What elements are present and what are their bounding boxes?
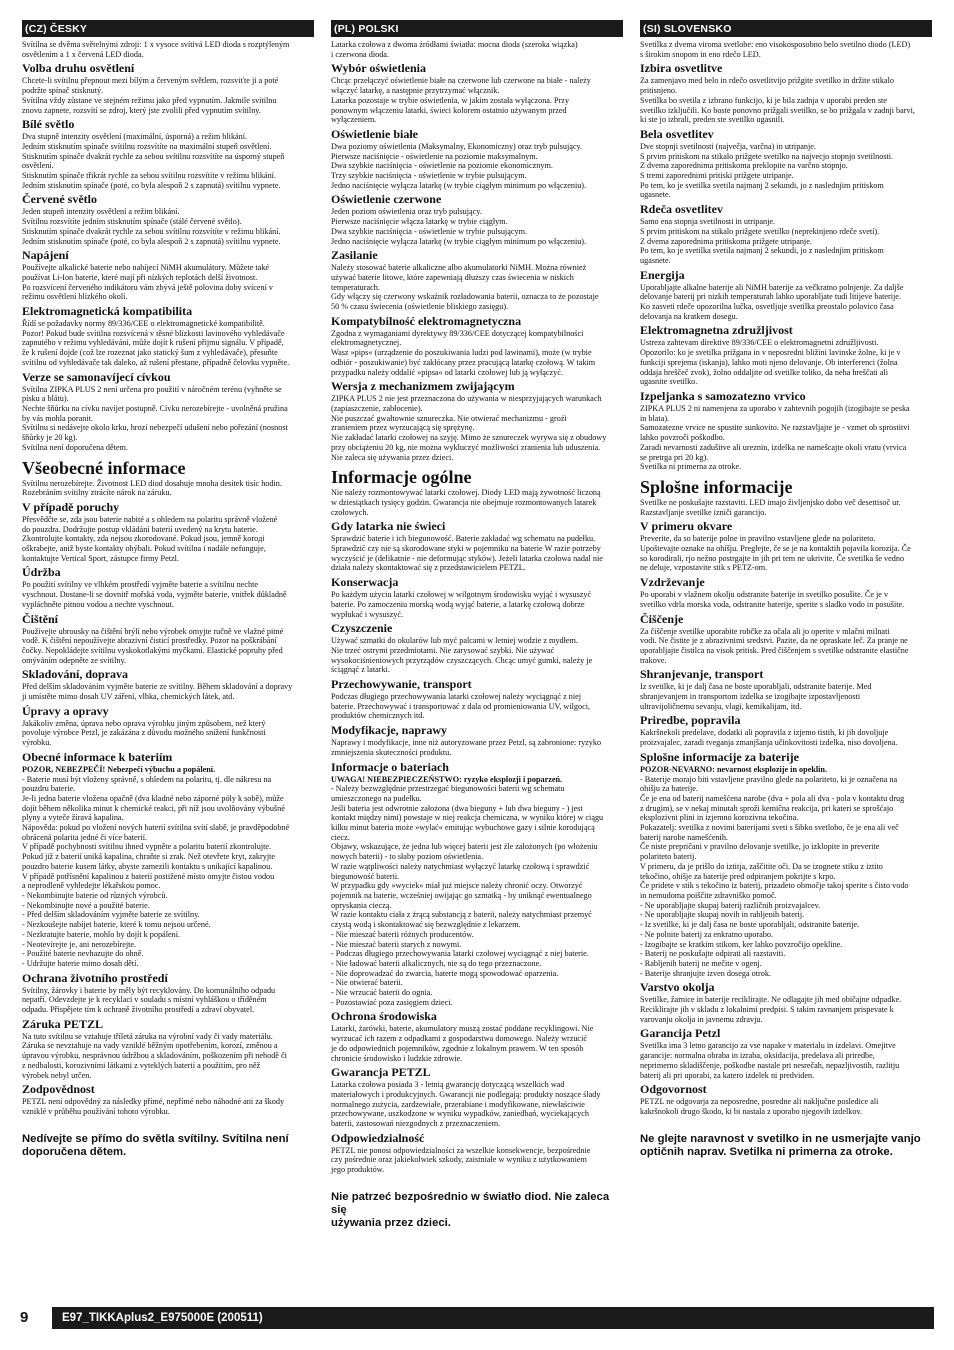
- body-text: Latarka czołowa z dwoma źródłami światła: mocna dioda (szeroka wiązka) i czerwona dioda.: [331, 40, 578, 59]
- body-text: Svetilka z dvema viroma svetlobe: eno visokosposobno belo svetilno diodo (LED) s širokim snopom in eno rdečo LED.: [640, 40, 911, 59]
- section-heading: Verze se samonavíjecí cívkou: [22, 369, 171, 384]
- body-text: Svetilke ne poskušajte razstaviti. LED imajo življenjsko dobo več desettisoč ur. Razstavljanje svetilke izniči garancijo.: [640, 497, 901, 517]
- body-text: Svítilnu nerozebírejte. Životnost LED diod dosahuje mnoha desítek tisíc hodin. Rozebráním svítilny ztrácíte nárok na záruku.: [22, 478, 282, 498]
- body-text: - Należy bezwzględnie przestrzegać biegunowości baterii wg schematu umieszczonego na pudełku. Jeśli bateria jest odwrotnie założona (dwa bieguny + lub dwa bieguny - ) jest kontakt między nimi) powstaje w niej reakcja chemiczna, w wyniku której w ciągu kilku minut bateria może »wylać« emitując wybuchowe gazy i silnie korodującą ciecz. Objawy, wskazujące, że jedna lub więcej baterii jest źle założonych (po włożeniu nowych baterii) - to słaby poziom oświetlenia. W razie wątpliwości należy natychmiast wyłączyć latarkę czołową i sprawdzić biegunowość baterii. W przypadku gdy »wyciek« miał już miejsce należy chronić oczy. Otworzyć pojemnik na baterie, wcześniej owijając go szmatką - by uniknąć ewentualnego opryskania cieczą. W razie kontaktu ciała z żrącą substancją z baterii, należy natychmiast przemyć czystą wodą i skontaktować się bezwzględnie z lekarzem. - Nie mieszać baterii różnych producentów. - Nie mieszać baterii starych z nowymi. - Podczas długiego przechowywania latarki czołowej wyciągnąć z niej baterie. - Nie ładować baterii alkalicznych, nie są do tego przeznaczone. - Nie doprowadzać do zwarcia, baterie mogą spowodować oparzenia. - Nie otwierać baterii. - Nie wrzucać baterii do ognia. - Pozostawiać poza zasięgiem dzieci.: [331, 784, 604, 1007]
- section-heading: Izpeljanka s samozatezno vrvico: [640, 388, 806, 403]
- body-text: Používejte alkalické baterie nebo nabíjecí NiMH akumulátory. Můžete také používat Li-Ion baterie, které mají při nízkých teplotách delší životnost. Po rozsvícení červeného indikátoru vám zbývá ještě polovina doby svícení v režimu osvětlení blízkého okolí.: [22, 263, 274, 302]
- column-czech: [22, 20, 314, 1159]
- body-text: Latarka czołowa posiada 3 - letnią gwarancję dotyczącą wszelkich wad materiałowych i produkcyjnych. Gwarancji nie podlegają: produkty noszące ślady normalnego zużycia, zardzewiałe, przerabiane i modyfikowane, niewłaściwie przechowywane, uszkodzone w wyniku wypadków, zaniedbań, wyciekających baterii, zastosowań niezgodnych z przeznaczeniem.: [331, 1080, 601, 1129]
- body-text: Dva stupně intenzity osvětlení (maximální, úsporná) a režim blikání. Jedním stisknutím spínače svítilnu rozsvítíte na maximální stupeň osvětlení. Stisknutím spínače dvakrát rychle za sebou svítilnu rozsvítíte na úsporný stupeň osvětlení. Stisknutím spínače třikrát rychle za sebou svítilnu rozsvítíte v režimu blikání. Jedním stisknutím spínače (poté, co byla alespoň 2 s zapnutá) svítilnu vypnete.: [22, 132, 285, 190]
- section-heading: Gdy latarka nie świeci: [331, 519, 446, 534]
- body-text: Uporabljajte alkalne baterije ali NiMH baterije za večkratno polnjenje. Za daljše delovanje baterij pri nizkih temperaturah lahko uporabljate tudi litijeve baterije. Ko zasveti rdeče opozorilna lučka, osvetljuje svetilka preostalo polovico časa delovanja na kratkem dosegu.: [640, 282, 904, 321]
- body-text: Po použití svítilny ve vlhkém prostředí vyjměte baterie a svítilnu nechte vyschnout. Dostane-li se dovnitř mořská voda, vyjměte baterie, vnitřek důkladně vypláchněte pitnou vodou a nechte vyschnout.: [22, 580, 287, 609]
- body-text: Používejte ubrousky na čištění brýlí nebo výrobek omyjte ručně ve vlažné pitné vodě. K čištění nepoužívejte abrazivní čisticí prostředky. Pozor na poškrábání čočky. Nepokládejte svítilnu vyskokotlakými myčkami. Elastické popruhy před omýváním odepněte ze svítilny.: [22, 626, 284, 665]
- section-heading: Obecné informace k bateriím: [22, 749, 173, 764]
- section-heading: Izbira osvetlitve: [640, 61, 723, 76]
- column-cz-content: [22, 40, 314, 1159]
- column-polish: [331, 20, 623, 1230]
- body-text: Nie należy rozmontowywać latarki czołowej. Diody LED mają żywotność liczoną w dziesiątkach tysięcy godzin. Gwarancja nie obejmuje rozmontowanych latarek czołowych.: [331, 488, 601, 517]
- main-heading: Splošne informacije: [640, 476, 793, 497]
- section-heading: Kompatybilność elektromagnetyczna: [331, 313, 522, 328]
- body-text: Zgodna z wymaganiami dyrektywy 89/336/CEE dotyczącej kompatybilności elektromagnetycznej. Wasz »pips« (urządzenie do poszukiwania ludzi pod lawinami), może (w trybie odbiór - poszukiwanie) być zakłócany przez pracującą latarkę czołową. W takim przypadku należy oddalić »pipsa« od latarki czołowej lub ją wyłączyć.: [331, 328, 596, 377]
- body-text: - Baterije morajo biti vstavljene pravilno glede na polariteto, ki je označena na ohišju za baterije. Če je ena od baterij namešćena narobe (dva + pola ali dva - pola v kontaktu drug z drugim), se v nekaj minutah sproži kemiĉna reakcija, pri kateri se sprošćajo eksplozivni plini in izjemno korozivna tekočina. Pokazatelj: svetilka z novimi baterijami sveti s šibko svetlobo, če je ena ali več baterij narobe namešćenih. Če niste prepričani v pravilno delovanje svetilke, jo izklopite in preverite polariteto baterij. V primeru, da je prišlo do iztitja, zaščitite oči. Da se izognete stiku z iztito tekočino, ohišje za baterije pred odpiranjem pokrijte s krpo. Če pridete v stik s tekočino iz baterij, prizadeto območje takoj sperite s čisto vodo in nemudoma poiščite zdravniško pomoč. - Ne uporabljajte skupaj baterij različnih proizvajalcev. - Ne uporabljajte skupaj novih in rabljenih baterij. - Iz svetilke, ki je dalj časa ne boste uporabljali, odstranite baterije. - Ne polnite baterij za enkratno uporabo. - Izogibajte se kratkim stikom, ker lahko povzročijo opekline. - Baterij ne poskušajte odpirati ali razstaviti. - Rabljenih baterij ne mečite v ogenj. - Baterije shranjujte izven dosega otrok.: [640, 774, 909, 978]
- section-heading: Elektromagnetická kompatibilita: [22, 304, 193, 319]
- section-heading: Odgovornost: [640, 1082, 707, 1097]
- body-text: PETZL není odpovědný za následky přímé, nepřímé nebo náhodné ani za škody vzniklé v průběhu používání tohoto výrobku.: [22, 1097, 285, 1116]
- body-text: Używać szmatki do okularów lub myć palcami w letniej wodzie z mydłem. Nie trzeć ostrymi przedmiotami. Nie zarysować szybki. Nie używać wysokociśnieniowych przyrządów czyszczących. Chcąc umyć gumki, należy je ściągnąć z latarki.: [331, 636, 593, 675]
- body-text: PETZL ne odgovarja za neposredne, posredne ali naključne posledice ali kakršnokoli drugo škodo, ki bi nastala z uporabo njegovih izdelkov.: [640, 1097, 879, 1116]
- body-text: Preverite, da so baterije polne in pravilno vstavljene glede na polariteto. Upoštevajte oznake na ohišju. Preglejte, če se je na kontaktih pojavila korozija. Če so korodirali, rjo nežno postrgajte in jih pri tem ne ukrivite. Če svetilka še vedno ne deluje, vzpostavite stik s PETZ-om.: [640, 534, 911, 573]
- warning-line: POZOR, NEBEZPEČÍ! Nebezpečí výbuchu a popálení.: [22, 764, 216, 774]
- final-warning: Nie patrzeć bezpośrednio w światło diod. Nie zaleca się używania przez dzieci.: [331, 1190, 610, 1229]
- section-heading: Oświetlenie czerwone: [331, 192, 442, 207]
- body-text: Po każdym użyciu latarki czołowej w wilgotnym środowisku wyjąć i wysuszyć baterie. Po zamoczeniu morską wodą wyjąć baterie, a latarkę czołową dobrze wypłukać i wysuszyć.: [331, 590, 592, 619]
- body-text: Svetilke, žarnice in baterije reciklirajte. Ne odlagajte jih med običajne odpadke. Reciklirajte jih v skladu z lokalnimi predpisi. S takim ravnanjem prispevate k varovanju okolja in javnemu zdravju.: [640, 995, 902, 1024]
- language-header-pl: (PL) POLSKI: [331, 20, 623, 37]
- section-heading: Informacje o bateriach: [331, 759, 449, 774]
- body-text: Na tuto svítilnu se vztahuje tříletá záruka na výrobní vady či vady materiálu. Záruka se nevztahuje na vady vzniklé běžným opotřebením, korozí, změnou a úpravou výrobku, nesprávnou údržbou a skladováním, poškozením při nehodě či z nedbalosti, korozivními látkami z vyteklých baterií a použitím, pro něž výrobek nebyl určen.: [22, 1031, 287, 1080]
- section-heading: Rdeča osvetlitev: [640, 202, 723, 217]
- section-heading: Wybór oświetlenia: [331, 61, 426, 76]
- section-heading: V případě poruchy: [22, 499, 120, 514]
- column-si-content: [640, 40, 932, 1159]
- section-heading: Ochrona środowiska: [331, 1009, 437, 1024]
- section-heading: Wersja z mechanizmem zwijającym: [331, 379, 515, 394]
- body-text: Jeden stupeň intenzity osvětlení a režim blikání. Svítilnu rozsvítíte jedním stisknutím spínače (stálé červené světlo). Stisknutím spínače dvakrát rychle za sebou svítilnu rozsvítíte v režimu blikání. Jedním stisknutím spínače (poté, co byla alespoň 2 s zapnutá) svítilnu vypnete.: [22, 207, 281, 246]
- section-heading: Odpowiedzialność: [331, 1130, 425, 1145]
- body-text: Chcąc przełączyć oświetlenie białe na czerwone lub czerwone na białe - należy włączyć latarkę, a następnie przytrzymać włącznik. Latarka pozostaje w trybie oświetlenia, w jakim została wyłączona. Przy ponownym włączeniu latarki, świeci kolorem ostatnio używanym przed wyłączeniem.: [331, 76, 591, 125]
- section-heading: Vzdrževanje: [640, 575, 705, 590]
- body-text: Svítilna se dvěma světelnými zdroji: 1 x vysoce svítivá LED dioda s rozptýleným osvětlením a 1 x červená LED dioda.: [22, 40, 290, 59]
- body-text: Svítilny, žárovky i baterie by měly být recyklovány. Do komunálního odpadu nepatří. Odevzdejte je k recyklaci v souladu s místní vyhláškou o tříděném odpadu. Přispějete tím k ochraně životního prostředí a zdraví obyvatel.: [22, 985, 276, 1015]
- warning-line: POZOR-NEVARNO: nevarnost eksplozije in opeklin.: [640, 764, 828, 774]
- section-heading: Energija: [640, 267, 685, 282]
- section-heading: Priredbe, popravila: [640, 713, 741, 728]
- section-heading: Gwarancja PETZL: [331, 1065, 431, 1080]
- section-heading: Garancija Petzl: [640, 1026, 721, 1041]
- section-heading: Elektromagnetna združljivost: [640, 323, 793, 338]
- section-heading: Ochrana životního prostředí: [22, 970, 168, 985]
- column-slovenian: [640, 20, 932, 1159]
- section-heading: Oświetlenie białe: [331, 126, 418, 141]
- body-text: Ustreza zahtevam direktive 89/336/CEE o elektromagnetni združljivosti. Opozorilo: ko je svetilka prižgana in v neposredni bližini lavinske žolne, ki je v funkciji sprejema (iskanja), lahko moti njeno delovanje. Ob interferenci (žolna oddaja hreščeč zvok), žolno oddaljite od svetilke toliko, da neha hreščati ali ugasnite svetilko.: [640, 338, 901, 387]
- body-text: Dwa poziomy oświetlenia (Maksymalny, Ekonomiczny) oraz tryb pulsujący. Pierwsze naciśnięcie - oświetlenie na poziomie maksymalnym. Dwa szybkie naciśnięcia - oświetlenie na poziomie ekonomicznym. Trzy szybkie naciśnięcia - oświetlenie w trybie pulsującym. Jedno naciśnięcie wyłącza latarkę (w trybie ciągłym minimum po włączeniu).: [331, 141, 587, 190]
- body-text: Jakákoliv změna, úprava nebo oprava výrobku jiným způsobem, než který povoluje výrobce Petzl, je zakázána z důvodu možného snížení funkčnosti výrobku.: [22, 718, 266, 748]
- body-text: PETZL nie ponosi odpowiedzialności za wszelkie konsekwencje, bezpośrednie czy pośrednie oraz jakiekolwiek szkody, zaistniałe w wyniku z użytkowaniem jego produktów.: [331, 1145, 591, 1175]
- page-number: 9: [20, 1309, 29, 1326]
- body-text: Svetilka ima 3 letno garancijo za vse napake v materialu in izdelavi. Omejitve garancije: normalna obraba in izraba, oksidacija, predelava ali priredbe, neprimerno skladiščenje, poškodbe nastale pri nesrečah, nepazljivostih, razlitju baterij ali pri uporabi, za katero izdelek ni predviden.: [640, 1041, 900, 1080]
- body-text: Należy stosować baterie alkaliczne albo akumulatorki NiMH. Można również używać baterie litowe, które zapewniają dłuższy czas świecenia w niskich temperaturach. Gdy włączy się czerwony wskaźnik rozładowania baterii, oznacza to że pozostaje 50 % czasu świecenia (oświetlenie bliskiego zasięgu).: [331, 263, 599, 312]
- body-text: Přesvědčte se, zda jsou baterie nabité a s ohledem na polaritu správně vložené do pouzdra. Dodržujte postup vkládání baterií uvedený na krytu baterie. Zkontrolujte kontakty, zda nejsou zkorodované. Pokud jsou, jemně koroді oškrabejte, aniž byste kontakty ohýbali. Pokud svítilna i nadále nefunguje, kontaktujte Vertical Sport, zástupce firmy Petzl.: [22, 514, 278, 563]
- section-heading: Červené světlo: [22, 192, 97, 207]
- section-heading: Zodpovědnost: [22, 1082, 95, 1097]
- body-text: ZIPKA PLUS 2 ni namenjena za uporabo v zahtevnih pogojih (izogibajte se peska in blata). Samozatezne vrvice ne spustite sunkovito. Ne razstavljajte je - vzmet ob sprostitvi lahko povzroči poškodbo. Zaradi nevarnosti zadušitve ali ureznin, izdelka ne namešcajte okoli vratu (vrvica se pretrga pri 20 kg). Svetilka ni primerna za otroke.: [640, 403, 910, 472]
- column-pl-content: [331, 40, 623, 1230]
- final-warning: Nedívejte se přímo do světla svítilny. Svítilna není doporučena dětem.: [22, 1132, 289, 1158]
- main-heading: Informacje ogólne: [331, 467, 472, 488]
- body-text: Podczas długiego przechowywania latarki czołowej należy wyciągnąć z niej baterie. Przechowywać i transportować z dala od promieniowania UV, wilgoci, produktów chemicznych itd.: [331, 692, 591, 721]
- body-text: Latarki, żarówki, baterie, akumulatory muszą zostać poddane recyklingowi. Nie wyrzucać ich razem z odpadkami z gospodarstwa domowego. Należy wrzucić je do odpowiednich pojemników, zgodnie z lokalnym prawem. W ten sposób chronicie środowisko i ludzkie zdrowie.: [331, 1024, 594, 1063]
- section-heading: Czyszczenie: [331, 621, 393, 636]
- section-heading: Shranjevanje, transport: [640, 667, 764, 682]
- section-heading: Bela osvetlitev: [640, 126, 714, 141]
- body-text: Naprawy i modyfikacje, inne niż autoryzowane przez Petzl, są zabronione: ryzyko zmniejszenia skuteczności produktu.: [331, 738, 602, 757]
- section-heading: Skladování, doprava: [22, 667, 129, 682]
- section-heading: Záruka PETZL: [22, 1016, 104, 1031]
- section-heading: Údržba: [22, 565, 61, 580]
- body-text: Iz svetilke, ki je dalj časa ne boste uporabljali, odstranite baterije. Med shranjevanjem in transportom izdelka se izogibajte izpostavljenosti ultravijoličnemu sevanju, vlagi, kemikalijam, itd.: [640, 682, 872, 711]
- section-heading: Varstvo okolja: [640, 980, 715, 995]
- final-warning: Ne glejte naravnost v svetilko in ne usmerjajte vanjo optičnih naprav. Svetilka ni primerna za otroke.: [640, 1132, 921, 1158]
- body-text: Sprawdzić baterie i ich biegunowość. Baterie zakładać wg schematu na pudełku. Sprawdzić czy nie są skorodowane styki w pojemniku na baterie W razie potrzeby wyczyścić je (delikatnie - nie deformując styków). Jeżeli latarka czołowa nadal nie działa należy skontaktować się z przedstawicielem PETZL.: [331, 534, 603, 573]
- body-text: Jeden poziom oświetlenia oraz tryb pulsujący. Pierwsze naciśnięcie włącza latarkę w trybie ciągłym. Dwa szybkie naciśnięcia - oświetlenie w trybie pulsującym. Jedno naciśnięcie wyłącza latarkę (w trybie ciągłym minimum po włączeniu).: [331, 207, 587, 246]
- section-heading: Bílé světlo: [22, 117, 75, 132]
- body-text: Za čiščenje svetilke uporabite robčke za očala ali jo operite v mlačni milnati vodi. Ne čistite je z abrazivnimi sredstvi. Pazite, da ne opraskate leč. Za pranje ne uporabljajte čistilca na visok pritisk. Pred čiščenjem s svetilke odstranite elastične trakove.: [640, 626, 909, 665]
- section-heading: Čištění: [22, 611, 58, 626]
- body-text: Dve stopnji svetilnosti (največja, varčna) in utripanje. S prvim pritiskom na stikalo prižgete svetilko na najvecjo stopnjo svetilnosti. Z dvema zaporednima pritiskoma preklopite na varčno stopnjo. S tremi zaporednimi pritiski prižgete utripanje. Po tem, ko je svetilka svetila najmanj 2 sekundi, jo z naslednjim pritiskom ugasnete.: [640, 141, 894, 200]
- body-text: Chcete-li svítilnu přepnout mezi bílým a červeným světlem, rozsviťte ji a poté podržte spínač stisknutý. Svítilna vždy zůstane ve stejném režimu jako před vypnutím. Jakmile svítilnu znovu zapnete, rozsvítí se zdroj, který jste zvolili před vypnutím svítilny.: [22, 76, 279, 115]
- body-text: - Baterie musí být vloženy správně, s ohledem na polaritu, tj. dle nákresu na pouzdru baterie. Je-li jedna baterie vložena opačně (dva kladné nebo záporné póly k sobě), může dojít během několika minut k chemické reakci, při níž jsou uvolňovány výbušné plyny a vyteče žíravá kapalina. Nápověda: pokud po vložení nových baterií svítilna svítí slabě, je pravděpodobné obrácená polarita jedné či více baterií. V případě pochybnosti svítilnu ihned vypněte a polaritu baterií zkontrolujte. Pokud již z baterií uniká kapalina, chraňte si zrak. Než otevřete kryt, zakryjte pouzdro baterie kusem látky, abyste zamezili kontaktu s unikající kapalinou. V případě potřísnění kapalinou z baterií postižené místo omyjte čistou vodou a neprodleně vyhledejte lékařskou pomoc. - Nekombinujte baterie od různých výrobců. - Nekombinujte nové a použité baterie. - Před delším skladováním vyjměte baterie ze svítilny. - Nezkoušejte nabíjet baterie, které k tomu nejsou určené. - Nezkratujte baterie, mohlo by dojít k popálení. - Neotevírejte je, ani nerozebírejte. - Použité baterie nevhazujte do ohně. - Udržujte baterie mimo dosah dětí.: [22, 774, 290, 968]
- document-code-bar: E97_TIKKAplus2_E975000E (200511): [52, 1307, 934, 1329]
- section-heading: Konserwacja: [331, 575, 399, 590]
- section-heading: Napájení: [22, 248, 69, 263]
- body-text: Kakršnekoli predelave, dodatki ali popravila z izjemo tistih, ki jih dovoljuje proizvajalec, zaradi tveganja zmanjšanja učinkovitosti izdelka, niso dovoljena.: [640, 728, 898, 748]
- section-heading: Splošne informacije za baterije: [640, 749, 799, 764]
- section-heading: Modyfikacje, naprawy: [331, 723, 447, 738]
- section-heading: Čiščenje: [640, 611, 684, 626]
- body-text: Řídí se požadavky normy 89/336/CEE o elektromagnetické kompatibilitě. Pozor! Pokud bude svítilna rozsvícená v těsné blízkosti lavinového vyhledávače zapnutého v režimu vyhledávání, může dojít k rušení přijmu signálu. V případě, že k rušení dojde (což lze rozeznat jako statický šum z vyhledávače), přesuňte svítilnu od vyhledávače tak daleko, až rušení přestane, případně čelovku vypněte.: [22, 319, 290, 367]
- main-heading: Všeobecné informace: [22, 457, 186, 478]
- section-heading: Úpravy a opravy: [22, 703, 109, 718]
- page-footer: [20, 1307, 934, 1329]
- section-heading: Zasilanie: [331, 248, 378, 263]
- section-heading: V primeru okvare: [640, 519, 733, 534]
- language-header-si: (SI) SLOVENSKO: [640, 20, 932, 37]
- section-heading: Volba druhu osvětlení: [22, 61, 135, 76]
- body-text: ZIPKA PLUS 2 nie jest przeznaczona do używania w niesprzyjających warunkach (zapiaszczenie, zabłocenie). Nie puszczać gwałtownie sznureczka. Nie otwierać mechanizmu - groźi zranieniem przez wyrzucającą się sprężynę. Nie zakładać latarki czołowej na szyję. Mimo że sznureczek wyrywa się z obudowy przy obciążeniu 20 kg, nie można wykluczyć możliwości zranienia lub uduszenia. Nie zaleca się używania przez dzieci.: [331, 394, 607, 462]
- body-text: Za zamenjavo med belo in rdečo osvetlitvijo prižgite svetilko in držite stikalo pritisnjeno. Svetilka bo svetila z izbrano funkcijo, ki je bila zadnja v uporabi preden ste svetilko izključili. Ko boste ponovno prižgali svetilko, se bo prižgala v zadnji barvi, ki ste jo izbrali, preden ste svetilko ugasnili.: [640, 76, 915, 125]
- body-text: Svítilna ZIPKA PLUS 2 není určena pro použití v náročném terénu (vyhněte se písku a blátu). Nechte šňůrku na cívku navíjet postupně. Cívku nerozebírejte - uvolněná pružina by vás mohla poranit. Svítilnu si nedávejte okolo krku, hrozí nebezpečí udušení nebo pořezání (nosnost šňůrky je 20 kg). Svítilna není doporučena dětem.: [22, 384, 288, 452]
- body-text: Samo ena stopnja svetilnosti in utripanje. S prvim pritiskom na stikalo prižgete svetilko (neprekinjeno rdeče svetí). Z dvema zaporednima pritiskoma prižgete utripanje. Po tem, ko je svetilka svetila najmanj 2 sekundi, jo z naslednjim pritiskom ugasnete.: [640, 217, 884, 265]
- language-header-cz: (CZ) ČESKY: [22, 20, 314, 37]
- warning-line: UWAGA! NIEBEZPIECZEŃSTWO: ryzyko eksplozji i poparzeń.: [331, 774, 563, 784]
- section-heading: Przechowywanie, transport: [331, 677, 472, 692]
- body-text: Před delším skladováním vyjměte baterie ze svítilny. Během skladování a dopravy ji umístěte mimo dosah UV záření, vlhka, chemických látek, atd.: [22, 682, 293, 702]
- body-text: Po uporabi v vlažnem okolju odstranite baterije in svetilko posušite. Če je v svetilko vdrla morska voda, odstranite baterije, sperite s sladko vodo in posušite.: [640, 590, 905, 609]
